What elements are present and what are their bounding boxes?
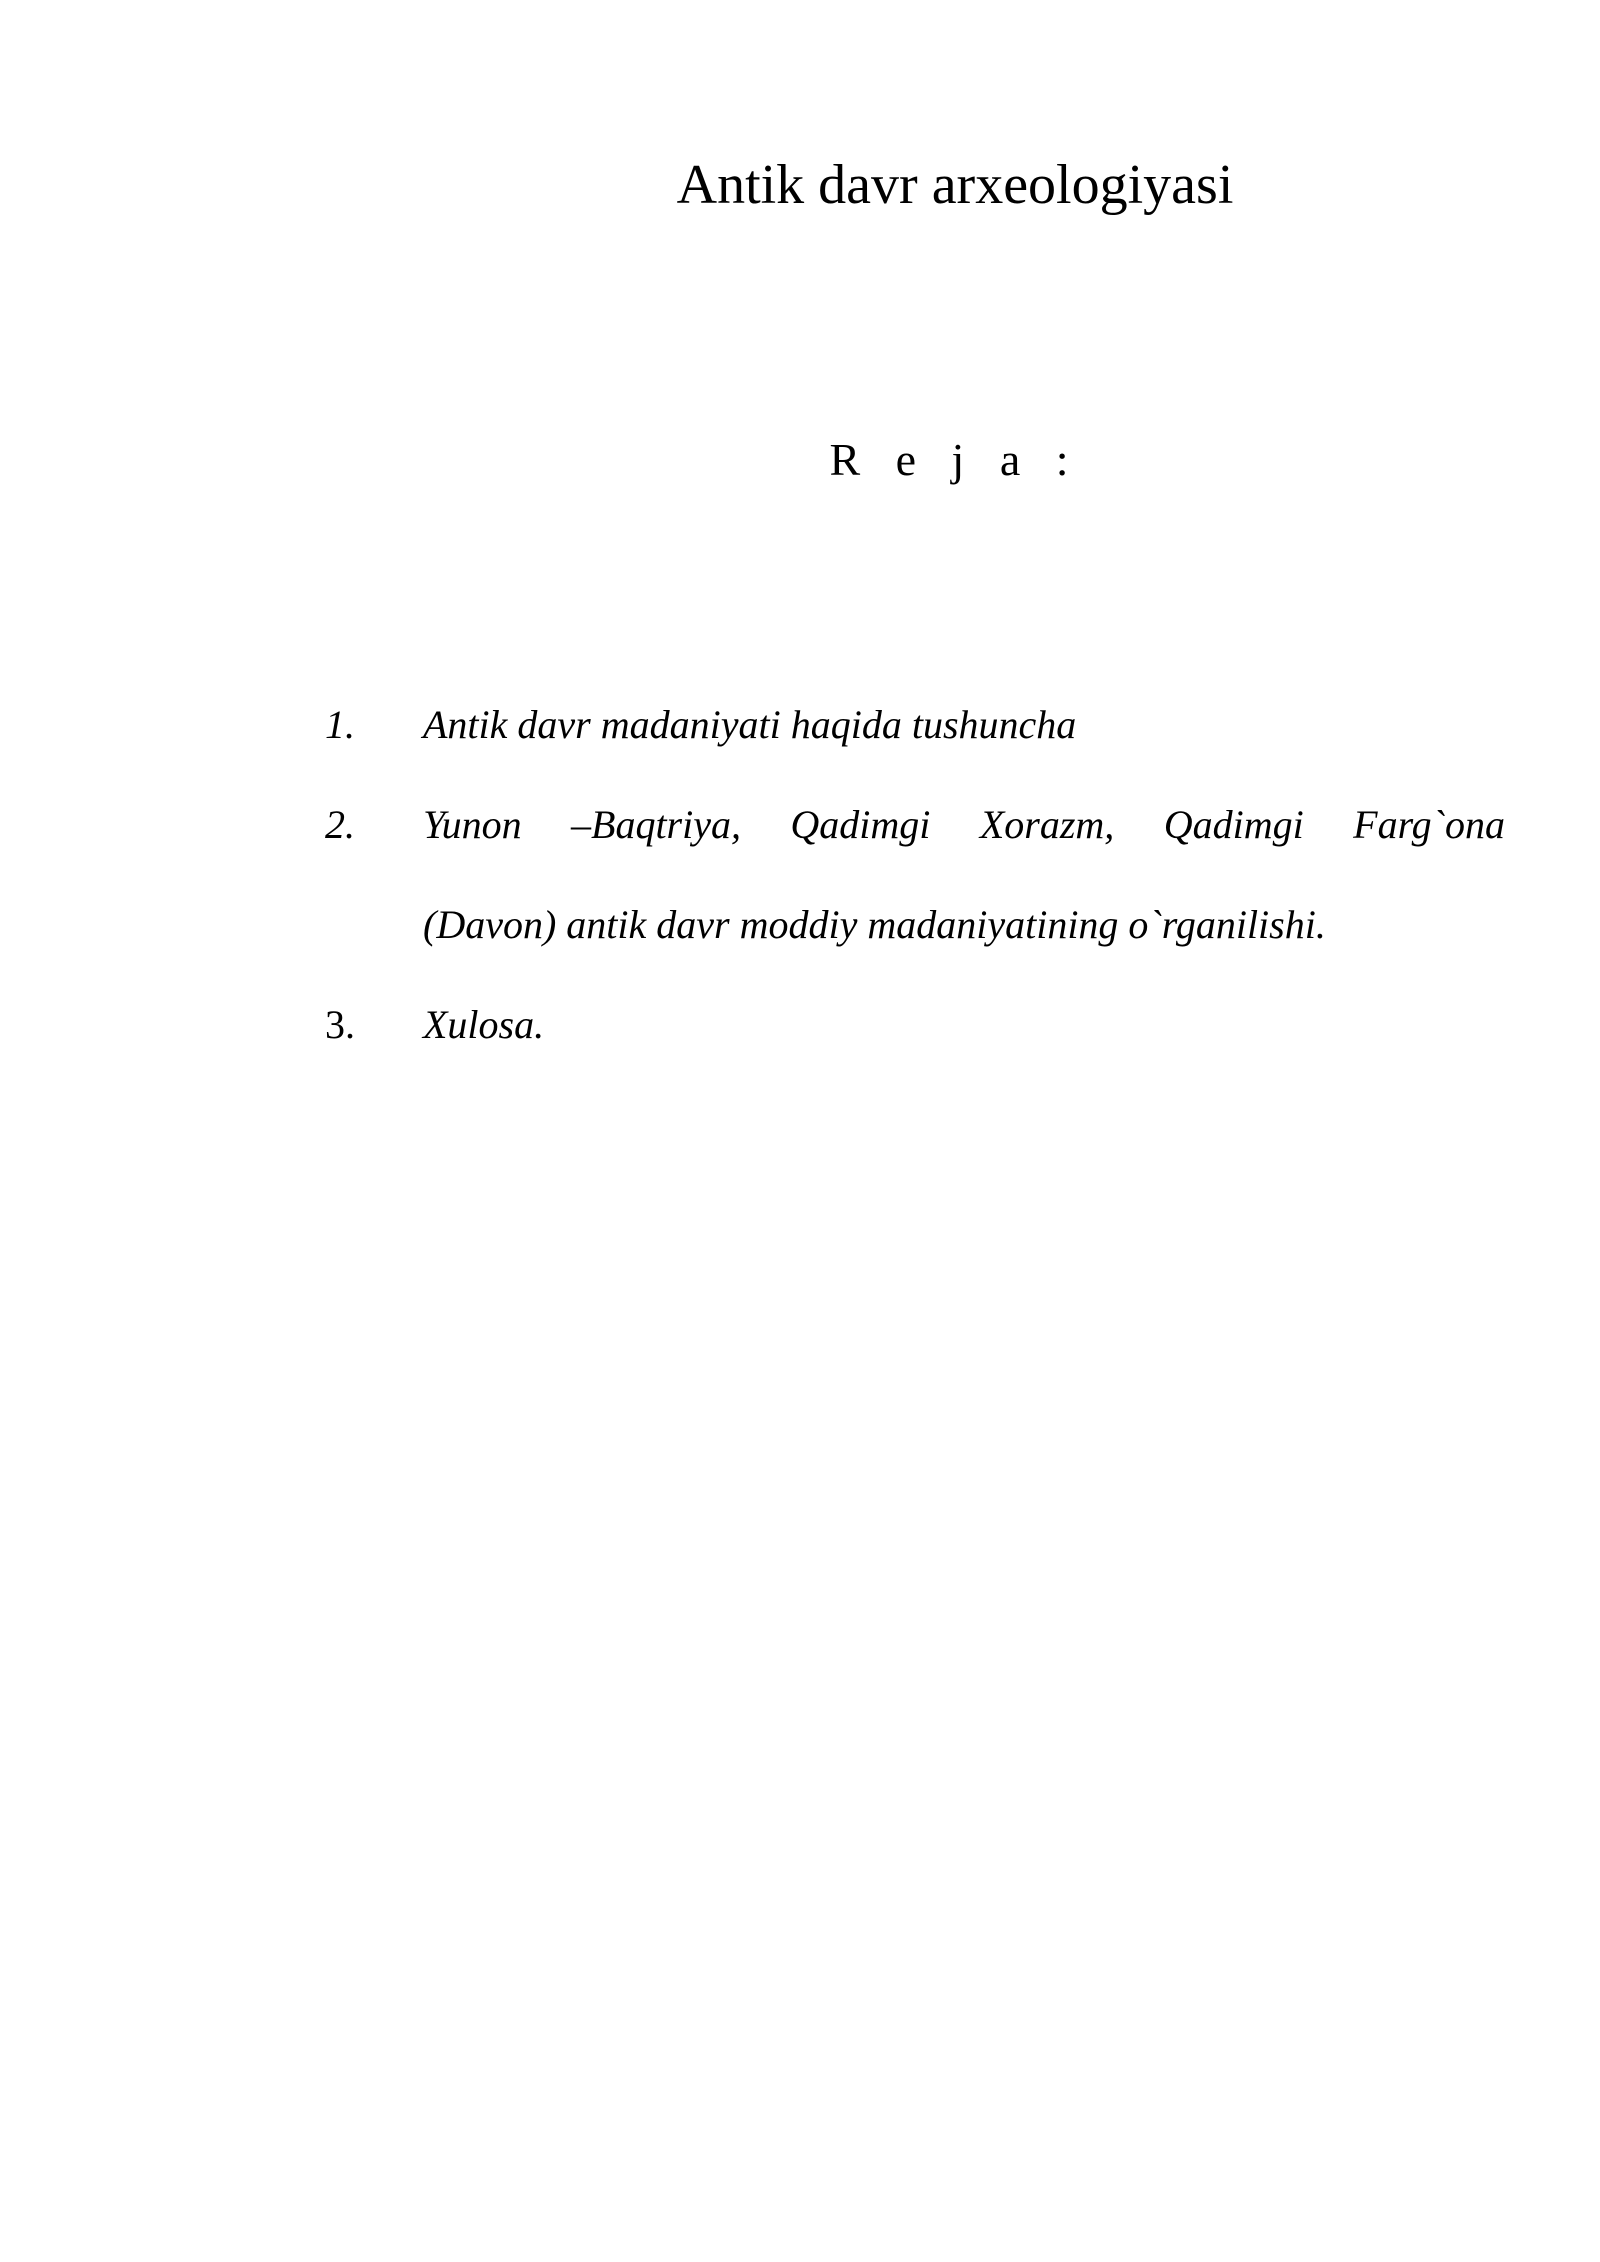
plan-item-text-line-1: Yunon –Baqtriya, Qadimgi Xorazm, Qadimgi Farg`ona bbox=[423, 802, 1505, 847]
document-title: Antik davr arxeologiyasi bbox=[676, 154, 1234, 216]
plan-item-text-line-2: (Davon) antik davr moddiy madaniyatining o`rganilishi. bbox=[423, 902, 1326, 947]
plan-heading: R e j a : bbox=[829, 434, 1081, 485]
plan-item-text: Antik davr madaniyati haqida tushuncha bbox=[423, 702, 1077, 747]
plan-item-number: 3. bbox=[325, 1002, 355, 1047]
plan-item-number: 1. bbox=[325, 702, 355, 747]
plan-item-3 bbox=[325, 975, 1505, 1075]
plan-list bbox=[325, 675, 1505, 1075]
plan-item-2 bbox=[325, 775, 1505, 975]
plan-item-text bbox=[423, 775, 1505, 975]
plan-item-number: 2. bbox=[325, 802, 355, 847]
plan-item-1 bbox=[325, 675, 1505, 775]
plan-item-text: Xulosa. bbox=[423, 1002, 545, 1047]
